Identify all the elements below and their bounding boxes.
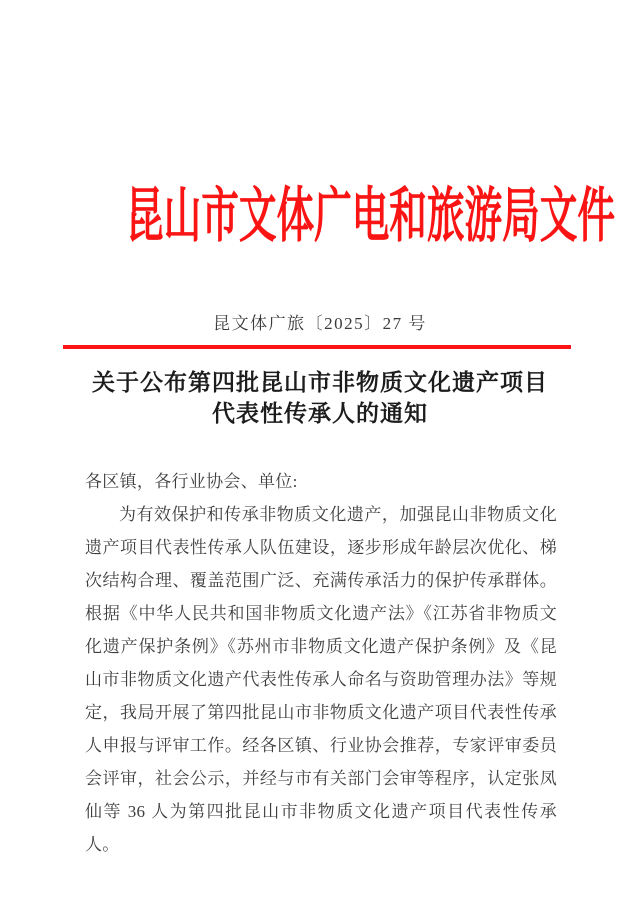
doc-number: 昆文体广旅〔2025〕27 号 [213,314,427,333]
red-divider-rule [63,345,571,349]
agency-title: 昆山市文体广电和旅游局文件 [125,183,616,250]
document-body [85,465,557,861]
agency-masthead [0,183,640,258]
salutation-line: 各区镇，各行业协会、单位: [85,472,298,491]
notice-title-line-1: 关于公布第四批昆山市非物质文化遗产项目 [92,370,548,395]
notice-title-line-2: 代表性传承人的通知 [212,401,428,426]
notice-title [0,367,640,429]
body-paragraph: 为有效保护和传承非物质文化遗产，加强昆山非物质文化遗产项目代表性传承人队伍建设，逐步形成年龄层次优化、梯次结构合理、覆盖范围广泛、充满传承活力的保护传承群体。根据《中华人民共和国非物质文化遗产法》《江苏省非物质文化遗产保护条例》《苏州市非物质文化遗产保护条例》及《昆山市非物质文化遗产代表性传承人命名与资助管理办法》等规定，我局开展了第四批昆山市非物质文化遗产项目代表性传承人申报与评审工作。经各区镇、行业协会推荐，专家评审委员会评审，社会公示，并经与市有关部门会审等程序，认定张凤仙等 36 人为第四批昆山市非物质文化遗产项目代表性传承人。 [85,505,557,854]
